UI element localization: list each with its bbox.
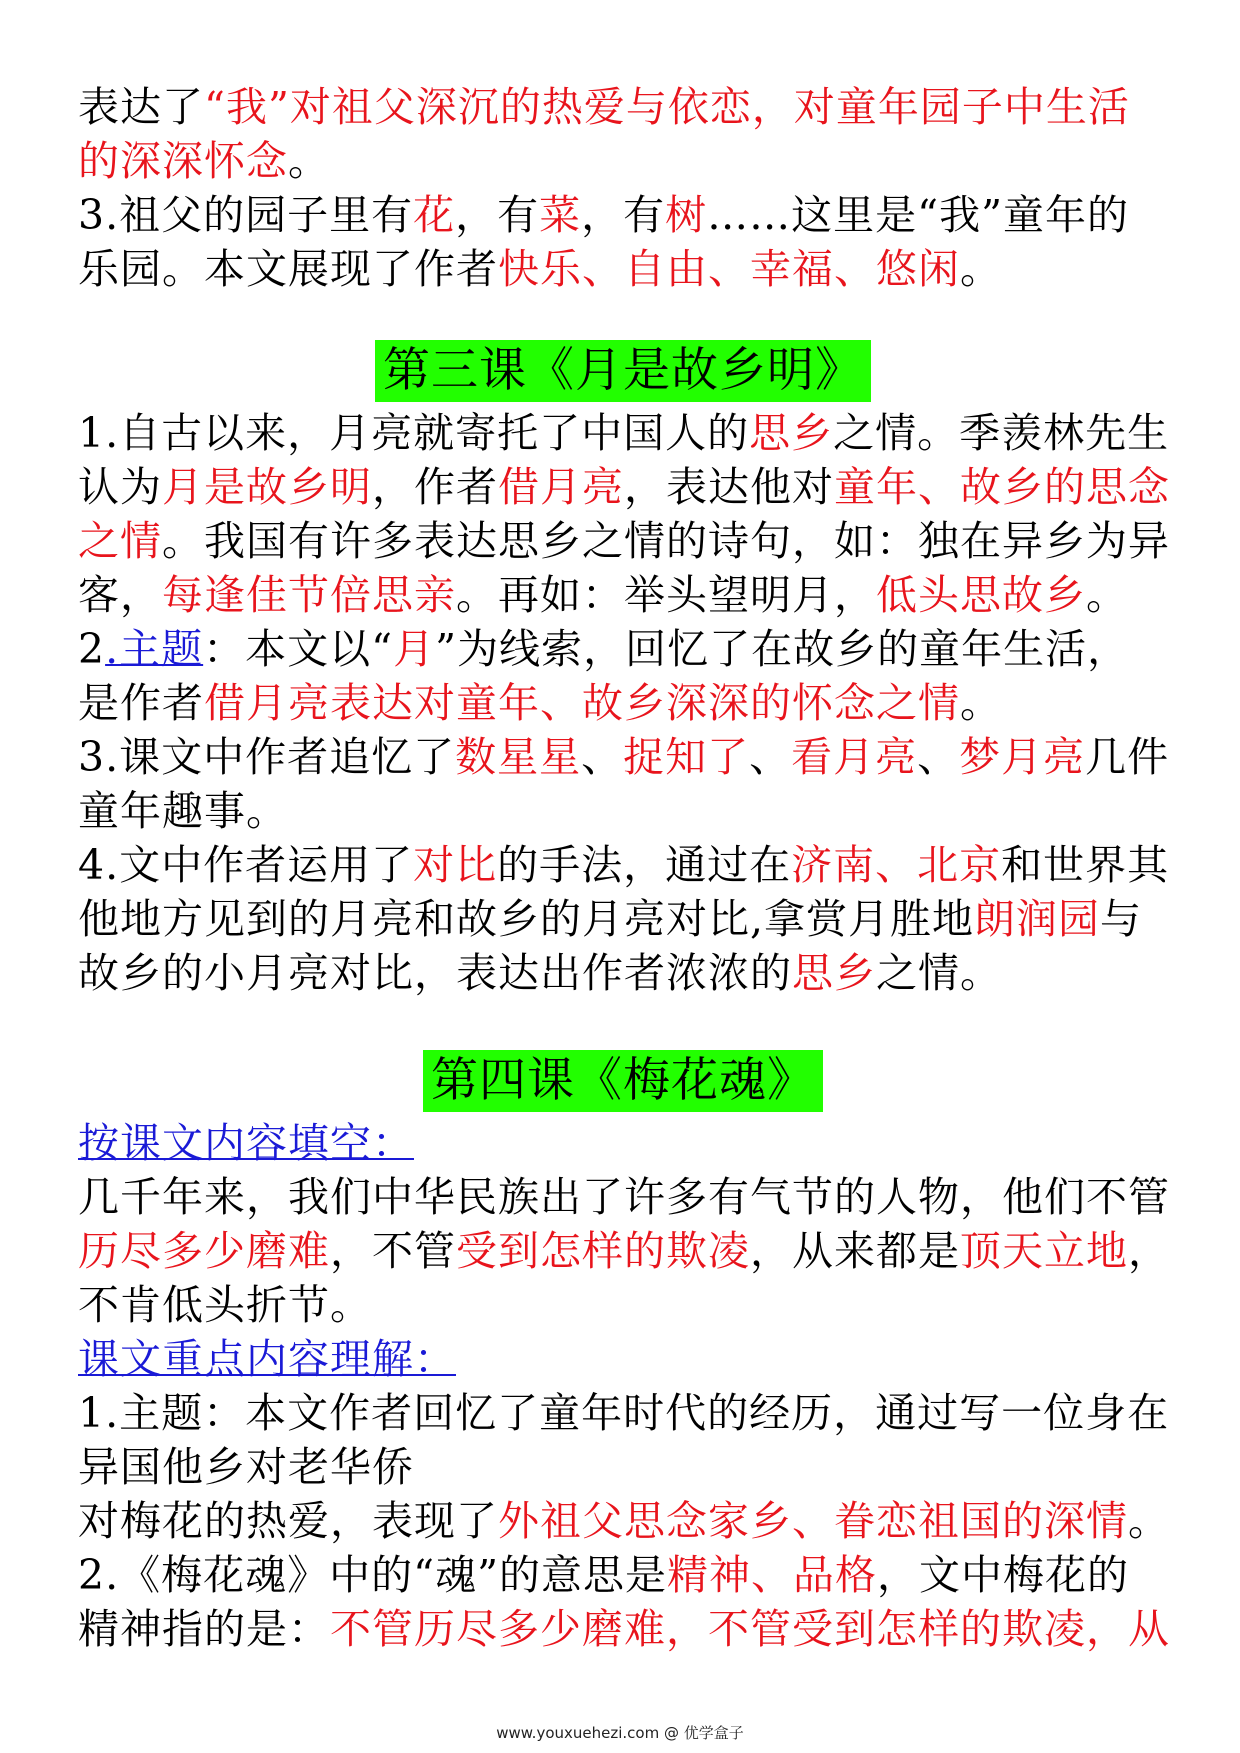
text: 是作者 (78, 679, 204, 727)
text-line (78, 676, 1168, 730)
text-line (78, 1494, 1168, 1548)
text: 异国他乡对老华侨 (78, 1443, 414, 1491)
highlight-text: 济南、北京 (791, 841, 1002, 889)
text-line (78, 568, 1168, 622)
text: 、 (749, 733, 792, 781)
highlight-text: 低头思故乡 (876, 571, 1086, 619)
text-line (78, 622, 1168, 676)
footer-watermark: www.youxuehezi.com @ 优学盒子 (496, 1724, 744, 1742)
text: 2 (78, 625, 106, 673)
text-line (78, 1170, 1168, 1224)
text-line (78, 406, 1168, 460)
highlight-text: 菜 (539, 191, 582, 239)
text-line (78, 1386, 1168, 1440)
text: 精神指的是： (78, 1605, 330, 1653)
text: ， (1128, 1227, 1170, 1275)
text: ，文中梅花的 (877, 1551, 1130, 1599)
text: 4.文中作者运用了 (78, 841, 414, 889)
spacer (78, 1000, 1168, 1050)
highlight-text: 数星星 (455, 733, 582, 781)
text-line (78, 1224, 1168, 1278)
lesson3-heading-wrap (78, 340, 1168, 406)
text-line (78, 730, 1168, 784)
text: 乐园。本文展现了作者 (78, 245, 498, 293)
highlight-text: 月 (393, 625, 436, 673)
text-line (78, 1548, 1168, 1602)
text-line (78, 134, 1168, 188)
text: ……这里是“我”童年的 (707, 191, 1130, 239)
highlight-text: 思乡 (792, 949, 876, 997)
highlight-text: 花 (413, 191, 456, 239)
text: 与 (1100, 895, 1143, 943)
text-line (78, 1602, 1168, 1656)
text: 。我国有许多表达思乡之情的诗句，如：独在异乡为异 (162, 517, 1170, 565)
text: 、 (581, 733, 624, 781)
highlight-text: 受到怎样的欺凌 (456, 1227, 750, 1275)
text: 2.《梅花魂》中的“魂”的意思是 (78, 1551, 668, 1599)
text: 他地方见到的月亮和故乡的月亮对比,拿赏月胜地 (78, 895, 975, 943)
text: 之情。季羡林先生 (833, 409, 1170, 457)
text: 3.祖父的园子里有 (78, 191, 414, 239)
highlight-text: 朗润园 (974, 895, 1101, 943)
text: 。 (960, 679, 1002, 727)
text: 客， (78, 571, 162, 619)
text: 。 (1128, 1497, 1170, 1545)
text-line (78, 514, 1168, 568)
highlight-text: 精神、品格 (667, 1551, 878, 1599)
text: ，表达他对 (624, 463, 834, 511)
fill-blank-label[interactable]: 按课文内容填空： (78, 1119, 414, 1167)
lesson4-heading-wrap (78, 1050, 1168, 1116)
text: 之情。 (876, 949, 1002, 997)
key-content-label[interactable]: 课文重点内容理解： (78, 1335, 456, 1383)
highlight-text: 月是故乡明 (162, 463, 372, 511)
theme-link[interactable]: .主题 (105, 625, 204, 673)
highlight-text: 不管历尽多少磨难，不管受到怎样的欺凌，从 (330, 1605, 1170, 1653)
text: ，有 (455, 191, 540, 239)
highlight-text: 树 (665, 191, 708, 239)
highlight-text: 每逢佳节倍思亲 (162, 571, 456, 619)
text: ，从来都是 (750, 1227, 960, 1275)
text: ，有 (581, 191, 666, 239)
highlight-text: 借月亮表达对童年、故乡深深的怀念之情 (204, 679, 960, 727)
text: 。 (288, 137, 330, 185)
highlight-text: 借月亮 (498, 463, 624, 511)
text-line (78, 80, 1168, 134)
text: ”为线索，回忆了在故乡的童年生活， (435, 625, 1130, 673)
text: 。 (1086, 571, 1128, 619)
highlight-text: 快乐、自由、幸福、悠闲 (498, 245, 960, 293)
lesson4-title: 第四课《梅花魂》 (423, 1050, 823, 1112)
text: 。 (960, 245, 1002, 293)
text-line (78, 1278, 1168, 1332)
highlight-text: 历尽多少磨难 (78, 1227, 330, 1275)
highlight-text: 顶天立地 (960, 1227, 1128, 1275)
text: 和世界其 (1001, 841, 1170, 889)
text: ，不管 (330, 1227, 456, 1275)
text-line (78, 838, 1168, 892)
text: 。再如：举头望明月， (456, 571, 876, 619)
highlight-text: 的深深怀念 (78, 137, 288, 185)
text: 表达了 (78, 83, 204, 131)
text-line (78, 188, 1168, 242)
highlight-text: 捉知了 (623, 733, 750, 781)
text: 的手法，通过在 (497, 841, 792, 889)
text: 1.自古以来，月亮就寄托了中国人的 (78, 409, 750, 457)
text: 几千年来，我们中华民族出了许多有气节的人物，他们不管 (78, 1173, 1170, 1221)
text: 认为 (78, 463, 162, 511)
text: 对梅花的热爱，表现了 (78, 1497, 498, 1545)
text-line (78, 784, 1168, 838)
text: 几件 (1085, 733, 1170, 781)
document-page (78, 80, 1168, 1656)
text-line (78, 892, 1168, 946)
text-line (78, 946, 1168, 1000)
highlight-text: “我”对祖父深沉的热爱与依恋，对童年园子中生活 (204, 83, 1130, 131)
highlight-text: 对比 (413, 841, 498, 889)
highlight-text: 思乡 (749, 409, 834, 457)
highlight-text: 之情 (78, 517, 162, 565)
text: 童年趣事。 (78, 787, 288, 835)
lesson3-title: 第三课《月是故乡明》 (375, 340, 871, 402)
text: ：本文以“ (203, 625, 394, 673)
text: 故乡的小月亮对比，表达出作者浓浓的 (78, 949, 792, 997)
text: 、 (917, 733, 960, 781)
highlight-text: 梦月亮 (959, 733, 1086, 781)
highlight-text: 童年、故乡的思念 (834, 463, 1170, 511)
text-line (78, 460, 1168, 514)
text-line (78, 1440, 1168, 1494)
highlight-text: 外祖父思念家乡、眷恋祖国的深情 (498, 1497, 1128, 1545)
text: 3.课文中作者追忆了 (78, 733, 456, 781)
text: 不肯低头折节。 (78, 1281, 372, 1329)
text: ，作者 (372, 463, 498, 511)
highlight-text: 看月亮 (791, 733, 918, 781)
spacer (78, 296, 1168, 340)
text-line (78, 242, 1168, 296)
text: 1.主题：本文作者回忆了童年时代的经历，通过写一位身在 (78, 1389, 1170, 1437)
